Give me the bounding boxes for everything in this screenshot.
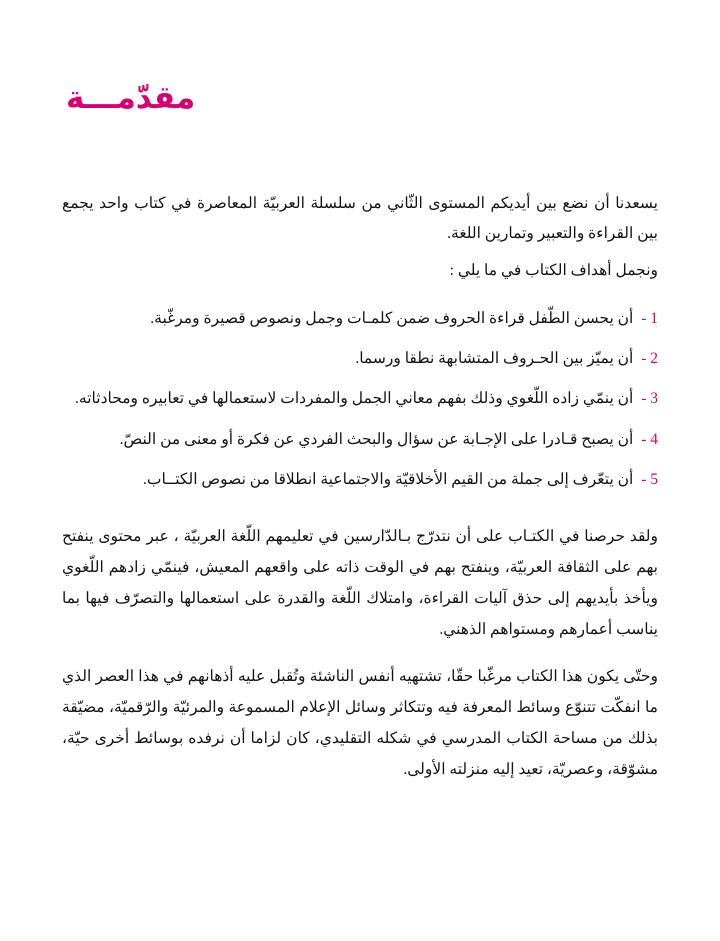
list-item <box>62 344 658 374</box>
list-item <box>62 465 658 495</box>
list-item <box>62 384 658 414</box>
goal-number: 4 - <box>641 430 658 448</box>
page-title: مقدّمـــة <box>66 80 196 116</box>
page-title-block <box>62 80 658 117</box>
goal-number: 3 - <box>641 390 658 408</box>
goal-text: أن يصبح قـادرا على الإجـابة عن سؤال والبحث الفردي عن فكرة أو معنى من النصّ. <box>119 430 634 448</box>
goals-list <box>62 304 658 495</box>
goal-number: 1 - <box>641 309 658 327</box>
goal-text: أن يتعّرف إلى جملة من القيم الأخلاقيّة والاجتماعية انطلاقا من نصوص الكتــاب. <box>142 470 634 488</box>
body-paragraph-2: وحتّى يكون هذا الكتاب مرغّبا حقّا، تشتهيه أنفس الناشئة وتُقبل عليه أذهانهم في هذا العصر الذي ما انفكّت تتنوّع وسائط المعرفة فيه وتتكاثر وسائل الإعلام المسموعة والمرئيّة والرّقميّة، مضيّقة بذلك من مساحة الكتاب المدرسي في شكله التقليدي، كان لزاما أن نرفده بوسائط أخرى حيّة، مشوّقة، وعصريّة، تعيد إليه منزلته الأولى. <box>62 667 658 778</box>
goal-text: أن يميّز بين الحـروف المتشابهة نطقا ورسما. <box>355 350 634 368</box>
goal-text: أن يحسن الطّفل قراءة الحروف ضمن كلمـات وجمل ونصوص قصيرة ومرغّبة. <box>150 309 634 327</box>
body-paragraph-1: ولقد حرصنا في الكتـاب على أن نتدرّج بـالدّارسين في تعليمهم اللّغة العربيّة ، عبر محتوى ينفتح بهم على الثقافة العربيّة، وينفتح بهم في الوقت ذاته على واقعهم المعيش، فينمّي زادهم اللّغوي ويأخذ بأيديهم إلى حذق آليات القراءة، وامتلاك اللّغة والقدرة على استعمالها والتصرّف فيها بما يناسب أعمارهم ومستواهم الذهني. <box>62 527 658 638</box>
intro-paragraph-2: ونجمل أهداف الكتاب في ما يلي : <box>449 261 658 279</box>
goal-number: 2 - <box>641 350 658 368</box>
intro-paragraph-1: يسعدنا أن نضع بين أيديكم المستوى الثّاني من سلسلة العربيّة المعاصرة في كتاب واحد يجمع بين القراءة والتعبير وتمارين اللغة. <box>62 195 658 243</box>
goal-number: 5 - <box>641 470 658 488</box>
list-item <box>62 304 658 334</box>
goal-text: أن ينمّي زاده اللّغوي وذلك بفهم معاني الجمل والمفردات لاستعمالها في تعابيره ومحادثاته. <box>75 390 634 408</box>
list-item <box>62 425 658 455</box>
